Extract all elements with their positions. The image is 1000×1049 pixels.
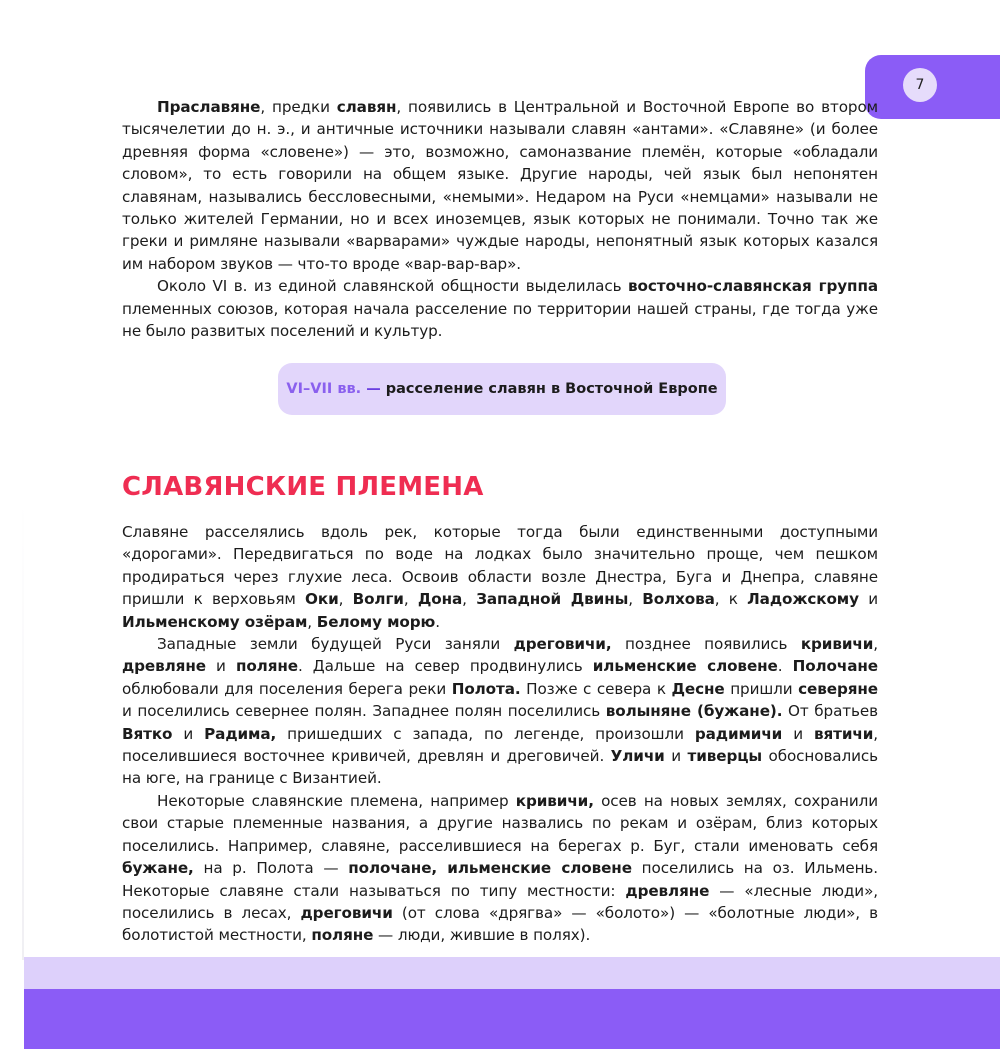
date-callout (278, 363, 726, 415)
text-run: и поселились севернее полян. Западнее полян поселились (122, 702, 606, 721)
text-run: . Дальше на север продвинулись (297, 657, 593, 676)
text-run: , предки (260, 98, 337, 116)
text-run: на р. Полота — (193, 859, 349, 878)
text-run: Славяне расселялись вдоль рек, которые тогда были единственными доступными «дорогами». Передвигаться по воде на лодках было значительно проще, чем пешком продираться через глухие леса. Освоив области возле Днестра, Буга и Днепра, славяне пришли к верховьям (122, 523, 878, 609)
text-run: , поселившиеся восточнее кривичей, древлян и дреговичей. (122, 724, 878, 766)
text-run: , (462, 590, 477, 609)
text-run: племенных союзов, которая начала расселение по территории нашей страны, где тогда уже не было развитых поселений и культур. (122, 299, 878, 341)
text-run: От братьев (782, 702, 878, 721)
bold-term: дреговичи, (513, 635, 612, 654)
page-number: 7 (903, 68, 937, 102)
text-run: , (628, 590, 643, 609)
bold-term: поляне (235, 657, 298, 676)
bold-term: Дона (417, 590, 463, 609)
bold-term: Полота. (451, 679, 521, 698)
text-run: и (172, 724, 205, 743)
text-run: Западные земли будущей Руси заняли (157, 635, 514, 654)
text-run: Позже с севера к (520, 679, 672, 698)
bold-term: поляне (311, 926, 374, 945)
bold-term: Уличи (610, 747, 665, 766)
text-run: , (307, 612, 317, 631)
bold-term: ильменские словене (592, 657, 778, 676)
bold-term: радимичи (694, 724, 783, 743)
text-run: — люди, жившие в полях). (373, 926, 591, 945)
date-callout-dash: — (366, 381, 381, 397)
text-run: (от слова «дрягва» — «болото») — «болотные люди», в болотистой местности, (122, 903, 878, 945)
text-run: , появились в Центральной и Восточной Европе во втором тысячелетии до н. э., и античные источники называли славян «антами». «Славяне» (и более древняя форма «словене») — это, возможно, самоназвание племён, которые «обладали словом», то есть говорили на общем языке. Другие народы, чей язык был непонятен славянам, назывались бессловесными, «немыми». Недаром на Руси «немцами» называли не только жителей Германии, но и всех иноземцев, язык которых не понимали. Точно так же греки и римляне называли «варварами» чуждые народы, непонятный язык которых казался им набором звуков — что-то вроде «вар-вар-вар». (122, 98, 878, 273)
paragraph (122, 96, 878, 275)
page-gutter (22, 500, 24, 960)
bold-term: Оки (305, 590, 339, 609)
text-run: пришли (724, 679, 799, 698)
text-run: . (435, 612, 440, 631)
text-run: Около VI в. из единой славянской общности выделилась (157, 277, 629, 296)
bold-term: славян (336, 98, 397, 116)
text-run: обосновались на юге, на границе с Византией. (122, 747, 878, 788)
bold-term: Волги (352, 590, 404, 609)
bold-term: бужане, (122, 859, 194, 878)
text-run: и (664, 747, 688, 766)
paragraph (122, 275, 878, 342)
bold-term: кривичи (800, 635, 874, 654)
bold-term: кривичи, (515, 791, 594, 810)
footer-band-light (24, 957, 1000, 989)
bold-term: Ильменскому озёрам (122, 612, 308, 631)
text-run: , к (714, 590, 748, 609)
bold-term: восточно-славянская группа (628, 277, 878, 296)
bold-term: Ладожскому (747, 590, 859, 609)
bold-term: северяне (798, 679, 878, 698)
text-run: . (777, 657, 793, 676)
bold-term: Белому морю (316, 612, 436, 631)
text-run: , (873, 635, 878, 654)
bold-term: Волхова (642, 590, 715, 609)
text-run: осев на новых землях, сохранили свои старые племенные названия, а другие назвались по рекам и озёрам, близ которых поселились. Например, славяне, расселившиеся на берегах р. Буг, стали именовать себя (122, 791, 878, 855)
bold-term: Десне (671, 679, 725, 698)
date-callout-label: расселение славян в Восточной Европе (385, 381, 718, 397)
text-run: и (782, 724, 814, 743)
bold-term: полочане, ильменские словене (348, 859, 632, 878)
bold-term: волыняне (бужане). (605, 702, 783, 721)
text-run: , (403, 590, 418, 609)
bold-term: древляне (625, 881, 710, 900)
paragraph (122, 633, 878, 790)
section-title: СЛАВЯНСКИЕ ПЛЕМЕНА (122, 472, 484, 502)
date-callout-dates: VI–VII вв. (286, 381, 362, 397)
tribes-text-block (122, 521, 878, 947)
bold-term: дреговичи (300, 903, 393, 922)
bold-term: Радима, (204, 724, 277, 743)
bold-term: древляне (122, 657, 206, 676)
paragraph (122, 521, 878, 633)
footer-band-dark (24, 989, 1000, 1049)
text-run: и (858, 590, 878, 609)
bold-term: Полочане (792, 657, 878, 676)
bold-term: Праславяне (157, 98, 261, 116)
text-run: Некоторые славянские племена, например (157, 791, 516, 810)
text-run: поселились на оз. Ильмень. Некоторые славяне стали называться по типу местности: (122, 859, 879, 900)
bold-term: Вятко (122, 724, 173, 743)
text-run: облюбовали для поселения берега реки (122, 679, 452, 698)
text-run: пришедших с запада, по легенде, произошли (276, 724, 695, 743)
text-run: , (338, 590, 353, 609)
intro-text-block (122, 96, 878, 342)
text-run: и (205, 657, 236, 676)
bold-term: тиверцы (687, 747, 763, 766)
text-run: позднее появились (611, 635, 801, 654)
text-run: — «лесные люди», поселились в лесах, (122, 881, 878, 922)
bold-term: вятичи (813, 724, 874, 743)
paragraph (122, 790, 878, 947)
bold-term: Западной Двины (476, 590, 629, 609)
